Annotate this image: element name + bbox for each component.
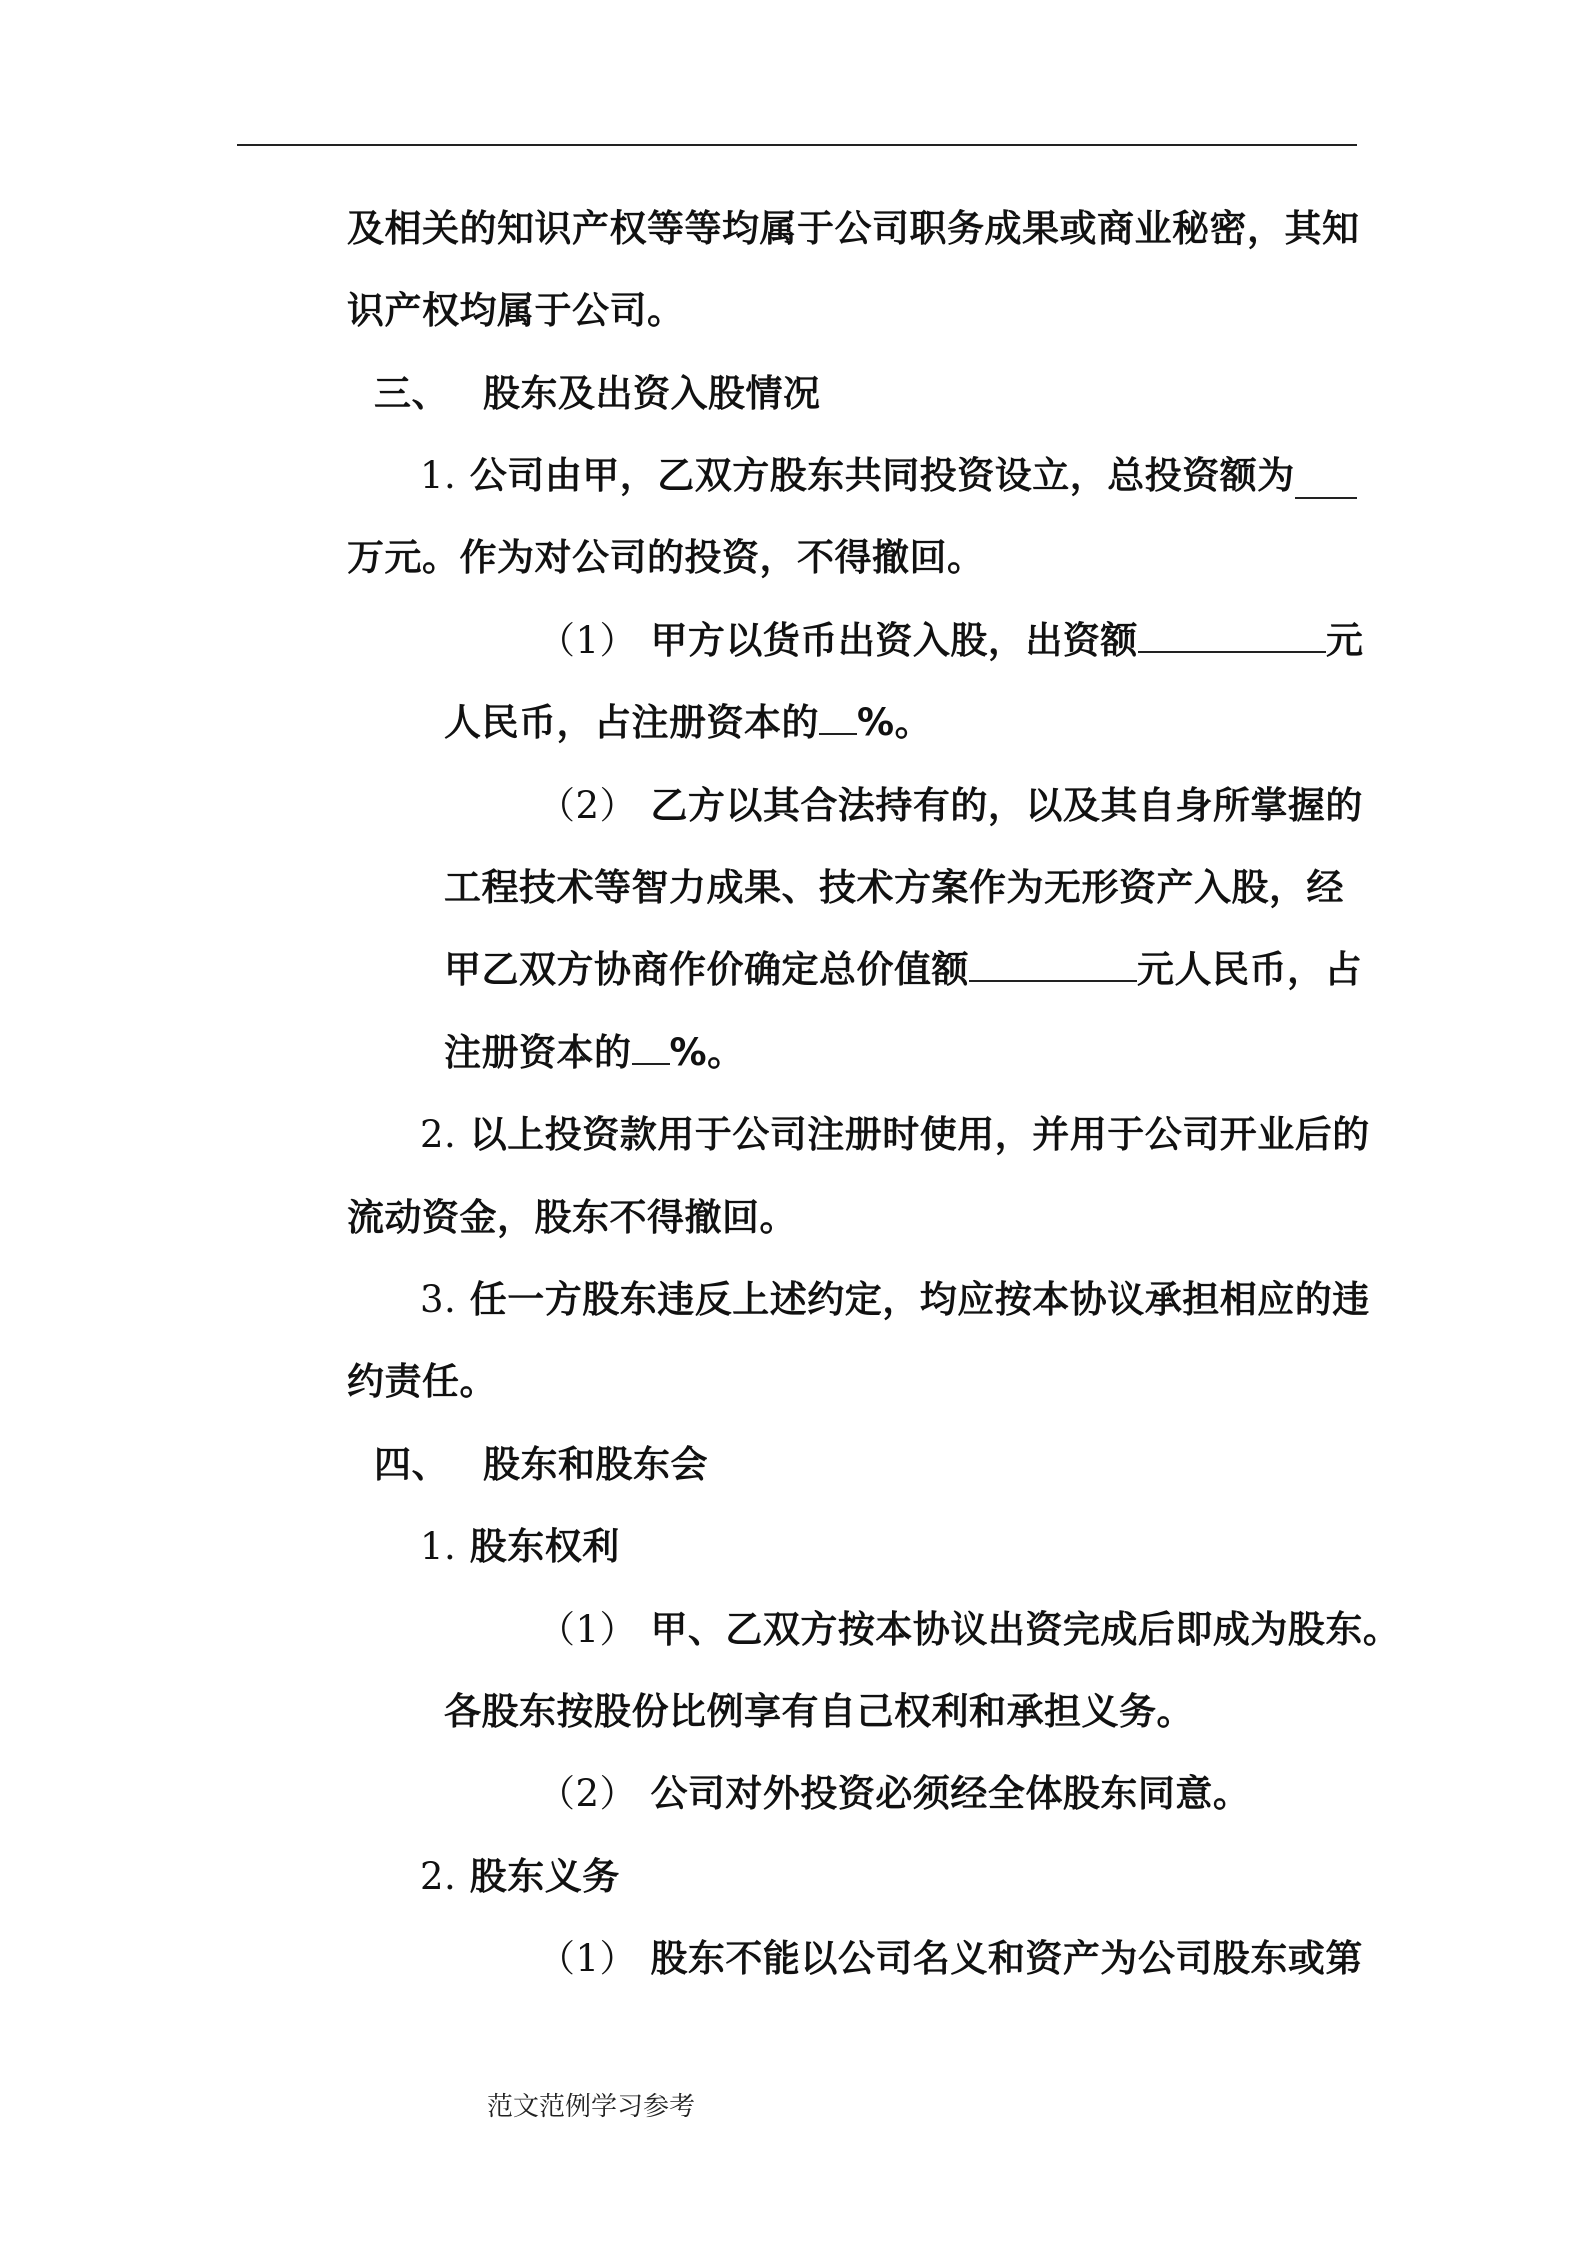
text-line: 约责任。 — [347, 1360, 497, 1403]
text-line: 注册资本的 %。 — [444, 1031, 745, 1074]
item-4-1-1: （1） 甲、乙双方按本协议出资完成后即成为股东。 — [538, 1608, 1401, 1651]
clause-4-2: 2. 股东义务 — [420, 1855, 620, 1898]
percent-blank[interactable] — [632, 1063, 670, 1065]
section-heading-4: 四、 股东和股东会 — [374, 1443, 708, 1486]
clause-3-3: 3. 任一方股东违反上述约定，均应按本协议承担相应的违 — [420, 1278, 1370, 1321]
text-line: 各股东按股份比例享有自己权利和承担义务。 — [444, 1690, 1194, 1733]
percent-blank[interactable] — [819, 733, 857, 735]
amount-blank[interactable] — [969, 980, 1137, 982]
section-heading-3: 三、 股东及出资入股情况 — [374, 372, 821, 415]
clause-3-2: 2. 以上投资款用于公司注册时使用，并用于公司开业后的 — [420, 1113, 1370, 1156]
text-line: 工程技术等智力成果、技术方案作为无形资产入股，经 — [444, 866, 1344, 909]
text-line: 甲乙双方协商作价确定总价值额 元人民币，占 — [444, 948, 1362, 991]
item-4-2-1: （1） 股东不能以公司名义和资产为公司股东或第 — [538, 1937, 1363, 1980]
text-line: 及相关的知识产权等等均属于公司职务成果或商业秘密，其知 — [347, 207, 1360, 250]
amount-blank[interactable] — [1295, 453, 1357, 499]
text-line: 人民币，占注册资本的 %。 — [444, 701, 933, 744]
text-line: 流动资金，股东不得撤回。 — [347, 1196, 797, 1239]
item-3-1-2: （2） 乙方以其合法持有的，以及其自身所掌握的 — [538, 784, 1363, 827]
page-footer: 范文范例学习参考 — [487, 2092, 696, 2122]
amount-blank[interactable] — [1138, 651, 1326, 653]
item-4-1-2: （2） 公司对外投资必须经全体股东同意。 — [538, 1772, 1251, 1815]
text-line: 识产权均属于公司。 — [347, 289, 685, 332]
header-rule — [237, 144, 1357, 146]
clause-4-1: 1. 股东权利 — [420, 1525, 620, 1568]
text-line: 万元。作为对公司的投资，不得撤回。 — [347, 536, 985, 579]
item-3-1-1: （1） 甲方以货币出资入股，出资额 元 — [538, 619, 1364, 662]
clause-3-1: 1. 公司由甲，乙双方股东共同投资设立，总投资额为 — [420, 453, 1357, 499]
